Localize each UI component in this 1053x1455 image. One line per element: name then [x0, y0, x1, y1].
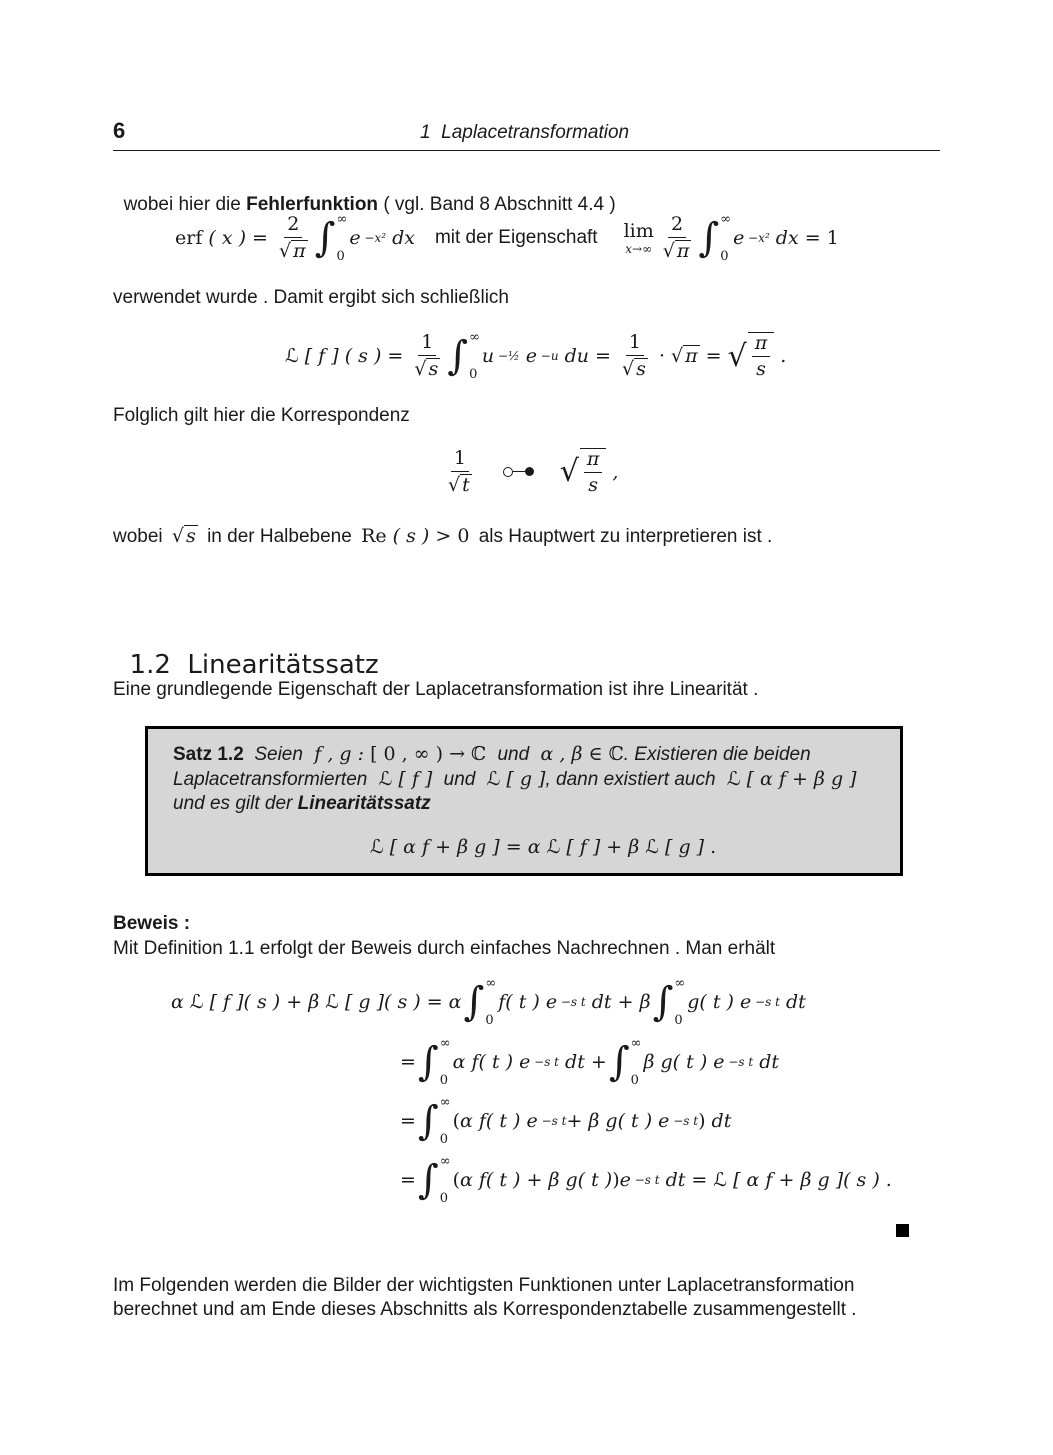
correspondence-symbol [503, 467, 534, 477]
theorem-box [145, 726, 903, 876]
theorem-t2: und [497, 744, 530, 765]
section-heading [113, 620, 379, 680]
proof-line-4: = ∫ ∞ 0 ( α f( t ) + β g( t ) ) e −s t dt = ℒ [ α f + β g ]( s ) . [400, 1154, 892, 1206]
equation-erf-text: mit der Eigenschaft [434, 227, 598, 248]
page-number: 6 [113, 118, 126, 143]
paragraph-6-line-2: berechnet und am Ende dieses Abschnitts als Korrespondenztabelle zusammengestellt . [113, 1299, 857, 1320]
paragraph-1-suffix: ( vgl. Band 8 Abschnitt 4.4 ) [378, 194, 616, 215]
paragraph-1 [113, 172, 616, 216]
theorem-t8: Linearitätssatz [297, 793, 431, 814]
paragraph-6-line-1: Im Folgenden werden die Bilder der wichtigsten Funktionen unter Laplacetransformation [113, 1275, 855, 1296]
section-title: Linearitätssatz [187, 650, 379, 680]
equation-correspondence: $\frac{1}{√ t}$ √ $\frac{\pi}{s}$ , [448, 447, 619, 496]
paragraph-4: wobei √ s in der Halbebene Re ( s ) > 0 als Hauptwert zu interpretieren ist . [113, 525, 773, 547]
theorem-t3: . Existieren die beiden [623, 744, 811, 765]
paragraph-3: Folglich gilt hier die Korrespondenz [113, 405, 410, 426]
qed-symbol [896, 1224, 909, 1237]
theorem-line-1: Satz 1.2 Seien f , g : [ 0 , ∞ ) → ℂ und α , β ∈ ℂ. Existieren die beiden [173, 743, 811, 765]
theorem-line-2: Laplacetransformierten ℒ [ f ] und ℒ [ g ], dann existiert auch ℒ [ α f + β g ] [173, 768, 857, 790]
paragraph-1-prefix: wobei hier die [123, 194, 247, 215]
theorem-label: Satz 1.2 [173, 744, 244, 765]
proof-line-1: α ℒ [ f ]( s ) + β ℒ [ g ]( s ) = α ∫ ∞ 0 f( t ) e −s t dt + β ∫ ∞ 0 g( t ) e −s t dt [171, 976, 806, 1028]
term-fehlerfunktion: Fehlerfunktion [246, 194, 379, 215]
paragraph-4-suffix: als Hauptwert zu interpretieren ist . [473, 526, 773, 547]
theorem-t6: , dann existiert auch [545, 769, 716, 790]
section-number: 1.2 [129, 650, 171, 680]
theorem-equation: ℒ [ α f + β g ] = α ℒ [ f ] + β ℒ [ g ] . [370, 836, 717, 858]
proof-label: Beweis : [113, 913, 191, 934]
running-title: 1 Laplacetransformation [420, 122, 630, 143]
proof-intro: Mit Definition 1.1 erfolgt der Beweis durch einfaches Nachrechnen . Man erhält [113, 938, 776, 959]
proof-line-3: = ∫ ∞ 0 ( α f( t ) e −s t + β g( t ) e −s t ) dt [400, 1095, 732, 1147]
paragraph-2: verwendet wurde . Damit ergibt sich schließlich [113, 287, 509, 308]
equation-laplace-result: ℒ [ f ] ( s ) = $\frac{1}{√ s}$ ∫ ∞ 0 u −½ e −u du = $\frac{1}{√ s}$ · √ π = √ $\frac{\pi}{s}$ . [285, 330, 787, 382]
equation-erf: erf ( x ) = $\frac{2}{√ \pi}$ ∫ ∞ 0 e −x² dx mit der Eigenschaft lim x→∞ $\frac{2}{√ \pi}$ ∫ ∞ 0 e −x² dx = 1 [175, 212, 839, 264]
paragraph-4-middle: in der Halbebene [201, 526, 358, 547]
theorem-t5: und [443, 769, 476, 790]
theorem-t1: Seien [254, 744, 303, 765]
theorem-t7: und es gilt der [173, 793, 298, 814]
paragraph-5: Eine grundlegende Eigenschaft der Laplacetransformation ist ihre Linearität . [113, 679, 759, 700]
header-rule [113, 150, 940, 151]
theorem-line-3 [173, 793, 431, 815]
paragraph-4-prefix: wobei [113, 526, 168, 547]
theorem-t4: Laplacetransformierten [173, 769, 368, 790]
proof-line-2: = ∫ ∞ 0 α f( t ) e −s t dt + ∫ ∞ 0 β g( t ) e −s t dt [400, 1036, 780, 1088]
